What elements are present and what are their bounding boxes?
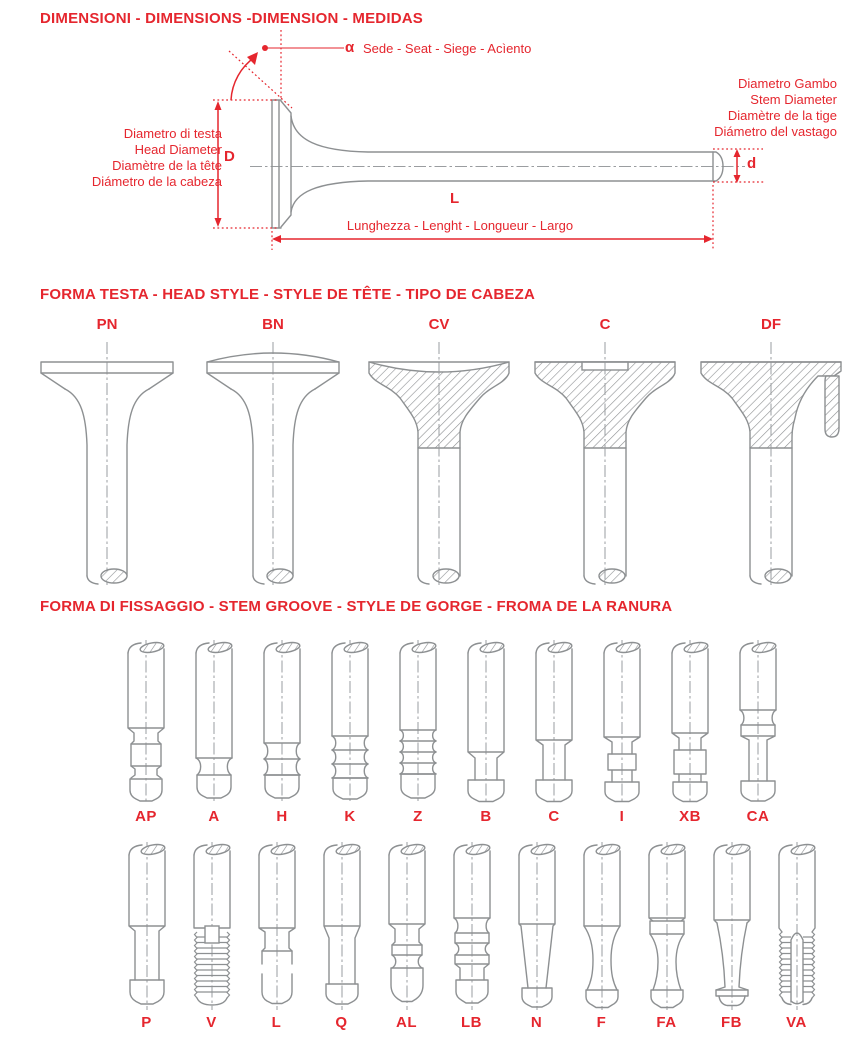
stem-cut-section xyxy=(683,641,708,654)
thread-key-tab xyxy=(205,926,219,943)
head-style-item-BN xyxy=(190,316,356,590)
head-style-BN-drawing xyxy=(190,340,356,590)
D-symbol: D xyxy=(224,148,235,165)
stem-code: LB xyxy=(461,1014,482,1031)
thread-lines xyxy=(803,937,813,992)
head-style-item-DF xyxy=(688,316,854,590)
stem-code: Z xyxy=(413,808,423,825)
stem-cut-section xyxy=(207,641,232,654)
stem-groove-AP-drawing xyxy=(118,640,174,804)
stem-cut-section xyxy=(139,641,164,654)
head-style-row xyxy=(24,316,854,590)
stem-cut-section xyxy=(479,641,504,654)
stem-code: F xyxy=(596,1014,607,1031)
stem-groove-F-drawing xyxy=(574,842,630,1010)
stem-item-I xyxy=(588,640,656,825)
stem-code: CA xyxy=(746,808,770,825)
stem-groove-I-drawing xyxy=(594,640,650,804)
stem-groove-VA-drawing xyxy=(769,842,825,1010)
stem-cut-section xyxy=(547,641,572,654)
stem-cut-section xyxy=(275,641,300,654)
thread-edge xyxy=(227,932,230,998)
stem-groove-XB-drawing xyxy=(662,640,718,804)
stem-groove-FB-drawing xyxy=(704,842,760,1010)
stem-cut-section xyxy=(343,641,368,654)
head-style-DF-drawing xyxy=(688,340,854,590)
stem-groove-Q-drawing xyxy=(314,842,370,1010)
stem-item-K xyxy=(316,640,384,825)
head-code: C xyxy=(599,316,611,333)
head-style-C-drawing xyxy=(522,340,688,590)
head-diameter-label: Diametro di testa Head Diameter Diamètre de la tête Diámetro de la cabeza xyxy=(91,126,222,189)
stem-item-AP xyxy=(112,640,180,825)
stem-tip-section xyxy=(765,569,791,583)
stem-code: FB xyxy=(721,1014,742,1031)
stem-code: P xyxy=(141,1014,152,1031)
stem-cut-section xyxy=(790,843,815,856)
stem-groove-row2 xyxy=(114,842,829,1031)
stem-code: FA xyxy=(656,1014,677,1031)
length-label: Lunghezza - Lenght - Longueur - Largo xyxy=(346,218,574,233)
stem-code: VA xyxy=(786,1014,807,1031)
stem-groove-LB-drawing xyxy=(444,842,500,1010)
L-symbol: L xyxy=(450,190,460,207)
stem-groove-V-drawing xyxy=(184,842,240,1010)
stem-groove-C-drawing xyxy=(526,640,582,804)
stem-cut-section xyxy=(751,641,776,654)
stem-item-Q xyxy=(309,842,374,1031)
stem-groove-CA-drawing xyxy=(730,640,786,804)
stem-item-LB xyxy=(439,842,504,1031)
thread-edge xyxy=(194,932,197,998)
stem-item-Z xyxy=(384,640,452,825)
stem-groove-title: FORMA DI FISSAGGIO - STEM GROOVE - STYLE DE GORGE - FROMA DE LA RANURA xyxy=(40,598,673,615)
stem-groove-AL-drawing xyxy=(379,842,435,1010)
stem-item-B xyxy=(452,640,520,825)
stem-cut-section xyxy=(400,843,425,856)
stem-cut-section xyxy=(411,641,436,654)
stem-tip-section xyxy=(433,569,459,583)
alpha-symbol: α xyxy=(345,39,355,56)
stem-diameter-label: Diametro Gambo Stem Diameter Diamètre de la tige Diámetro del vastago xyxy=(714,76,837,139)
stem-item-AL xyxy=(374,842,439,1031)
stem-item-CA xyxy=(724,640,792,825)
stem-tip-section xyxy=(599,569,625,583)
seat-angle-diagonal xyxy=(229,51,292,108)
stem-groove-FA-drawing xyxy=(639,842,695,1010)
head-diameter-leaders xyxy=(213,100,278,228)
stem-code: C xyxy=(548,808,560,825)
stem-item-L xyxy=(244,842,309,1031)
dimensions-title: DIMENSIONI - DIMENSIONS -DIMENSION - MEDIDAS xyxy=(40,10,423,27)
stem-code: B xyxy=(480,808,492,825)
stem-cut-section xyxy=(660,843,685,856)
stem-cut-section xyxy=(205,843,230,856)
stem-cut-section xyxy=(270,843,295,856)
stem-item-VA xyxy=(764,842,829,1031)
stem-tip-section xyxy=(101,569,127,583)
stem-groove-H-drawing xyxy=(254,640,310,804)
stem-groove-L-drawing xyxy=(249,842,305,1010)
stem-groove-Z-drawing xyxy=(390,640,446,804)
stem-cut-section xyxy=(465,843,490,856)
stem-groove-row1 xyxy=(112,640,792,825)
head-style-item-CV xyxy=(356,316,522,590)
stem-code: XB xyxy=(679,808,701,825)
stem-item-FB xyxy=(699,842,764,1031)
d-symbol: d xyxy=(747,155,757,172)
stem-item-A xyxy=(180,640,248,825)
stem-item-P xyxy=(114,842,179,1031)
stem-code: H xyxy=(276,808,288,825)
stem-item-C xyxy=(520,640,588,825)
stem-cut-section xyxy=(595,843,620,856)
head-code: PN xyxy=(96,316,118,333)
head-code: DF xyxy=(761,316,781,333)
stem-groove-N-drawing xyxy=(509,842,565,1010)
stem-item-FA xyxy=(634,842,699,1031)
seat-label: Sede - Seat - Siege - Acìento xyxy=(363,41,532,56)
stem-groove-A-drawing xyxy=(186,640,242,804)
stem-item-V xyxy=(179,842,244,1031)
deflector-hook xyxy=(825,376,839,437)
head-style-item-C xyxy=(522,316,688,590)
stem-tip-section xyxy=(267,569,293,583)
stem-code: AP xyxy=(135,808,157,825)
stem-code: Q xyxy=(335,1014,348,1031)
thread-lines xyxy=(781,937,791,992)
stem-cut-section xyxy=(615,641,640,654)
head-style-item-PN xyxy=(24,316,190,590)
head-code: CV xyxy=(428,316,450,333)
head-style-title: FORMA TESTA - HEAD STYLE - STYLE DE TÊTE - TIPO DE CABEZA xyxy=(40,286,536,303)
stem-item-F xyxy=(569,842,634,1031)
head-code: BN xyxy=(262,316,284,333)
stem-item-N xyxy=(504,842,569,1031)
stem-code: I xyxy=(619,808,625,825)
stem-code: N xyxy=(530,1014,543,1031)
stem-groove-B-drawing xyxy=(458,640,514,804)
stem-cut-section xyxy=(140,843,165,856)
stem-code: K xyxy=(344,808,356,825)
stem-code: AL xyxy=(396,1014,417,1031)
stem-item-XB xyxy=(656,640,724,825)
stem-cut-section xyxy=(530,843,555,856)
stem-code: L xyxy=(271,1014,282,1031)
stem-cut-section xyxy=(335,843,360,856)
stem-code: A xyxy=(208,808,220,825)
head-style-PN-drawing xyxy=(24,340,190,590)
stem-code: V xyxy=(206,1014,217,1031)
head-style-CV-drawing xyxy=(356,340,522,590)
stem-groove-P-drawing xyxy=(119,842,175,1010)
stem-cut-section xyxy=(725,843,750,856)
stem-item-H xyxy=(248,640,316,825)
stem-groove-K-drawing xyxy=(322,640,378,804)
